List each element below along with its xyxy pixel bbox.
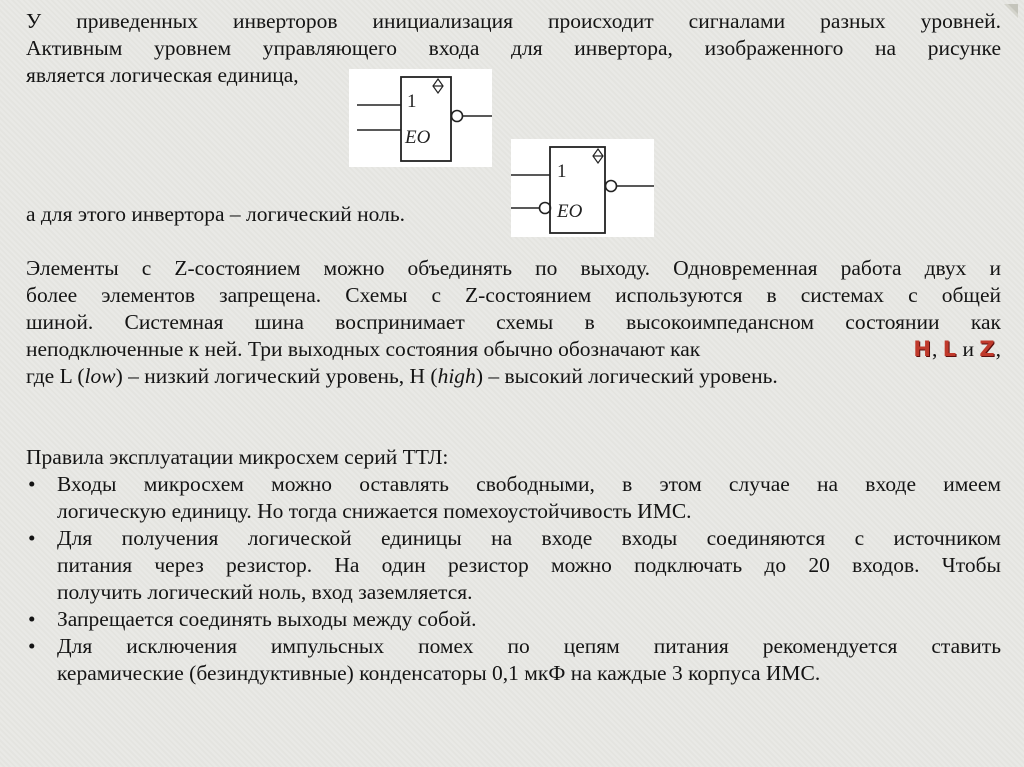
paragraph2-line4-start: неподключенные к ней. Три выходных состояния обычно обозначают как [26,337,701,361]
line5-part-b: ) – низкий логический уровень, H ( [115,364,438,388]
rules-list-item [26,606,1001,633]
paragraph2-line1: Элементы с Z-состоянием можно объединять по выходу. Одновременная работа двух и [26,256,1001,280]
paragraph2-line5 [26,363,1001,390]
rules-list [26,471,1001,687]
paragraph1-line4: а для этого инвертора – логический ноль. [26,202,406,226]
rule2-line2: питания через резистор. На один резистор можно подключать до 20 входов. Чтобы [57,553,1001,577]
paragraph1-line1: У приведенных инверторов инициализация происходит сигналами разных уровней. [26,9,1001,33]
bullet-icon: • [28,607,36,631]
symbol-separator-comma: , [931,337,938,361]
symbol-h: H [913,337,932,361]
rule2-line1: Для получения логической единицы на входе входы соединяются с источником [57,526,1001,550]
diagram2-label-one: 1 [557,161,567,182]
paragraph1-line2: Активным уровнем управляющего входа для инвертора, изображенного на рисунке [26,36,1001,60]
line5-part-c: ) – высокий логический уровень. [475,364,778,388]
paragraph-z-state [26,255,1001,390]
line5-high: high [437,364,476,388]
rule3-line1: Запрещается соединять выходы между собой. [57,607,477,631]
state-symbols [913,336,1001,363]
paragraph-initialization [26,8,1001,89]
rule4-line1: Для исключения импульсных помех по цепям питания рекомендуется ставить [57,634,1001,658]
diagram2-label-eo: EO [557,201,583,222]
inverter-diagram-active-low [511,139,654,237]
paragraph2-line3: шиной. Системная шина воспринимает схемы в высокоимпедансном состоянии как [26,310,1001,334]
rule1-line2: логическую единицу. Но тогда снижается помехоустойчивость ИМС. [57,499,692,523]
bullet-icon: • [28,472,36,496]
diagram1-label-eo: EO [405,127,431,148]
corner-arrow-icon [1002,2,1020,20]
paragraph2-line2: более элементов запрещена. Схемы с Z-состоянием используются в системах с общей [26,283,1001,307]
diagram1-label-one: 1 [407,91,417,112]
rules-list-item [26,633,1001,687]
paragraph1-line3: является логическая единица, [26,63,299,87]
rules-list-item [26,471,1001,525]
bullet-icon: • [28,634,36,658]
rules-list-item [26,525,1001,606]
symbol-z: Z [979,337,996,361]
rules-heading: Правила эксплуатации микросхем серий ТТЛ: [26,445,449,469]
symbol-separator-and: и [962,337,975,361]
line5-part-a: где L ( [26,364,85,388]
rule4-line2: керамические (безиндуктивные) конденсаторы 0,1 мкФ на каждые 3 корпуса ИМС. [57,661,821,685]
rules-heading-wrap [26,444,1001,471]
bullet-icon: • [28,526,36,550]
rule2-line3: получить логический ноль, вход заземляется. [57,580,473,604]
paragraph2-line4 [26,336,1001,363]
inverter-diagram-active-high [349,69,492,167]
symbol-l: L [942,337,958,361]
line5-low: low [84,364,116,388]
rule1-line1: Входы микросхем можно оставлять свободными, в этом случае на входе имеем [57,472,1001,496]
paragraph2-line4-end: , [995,337,1001,361]
